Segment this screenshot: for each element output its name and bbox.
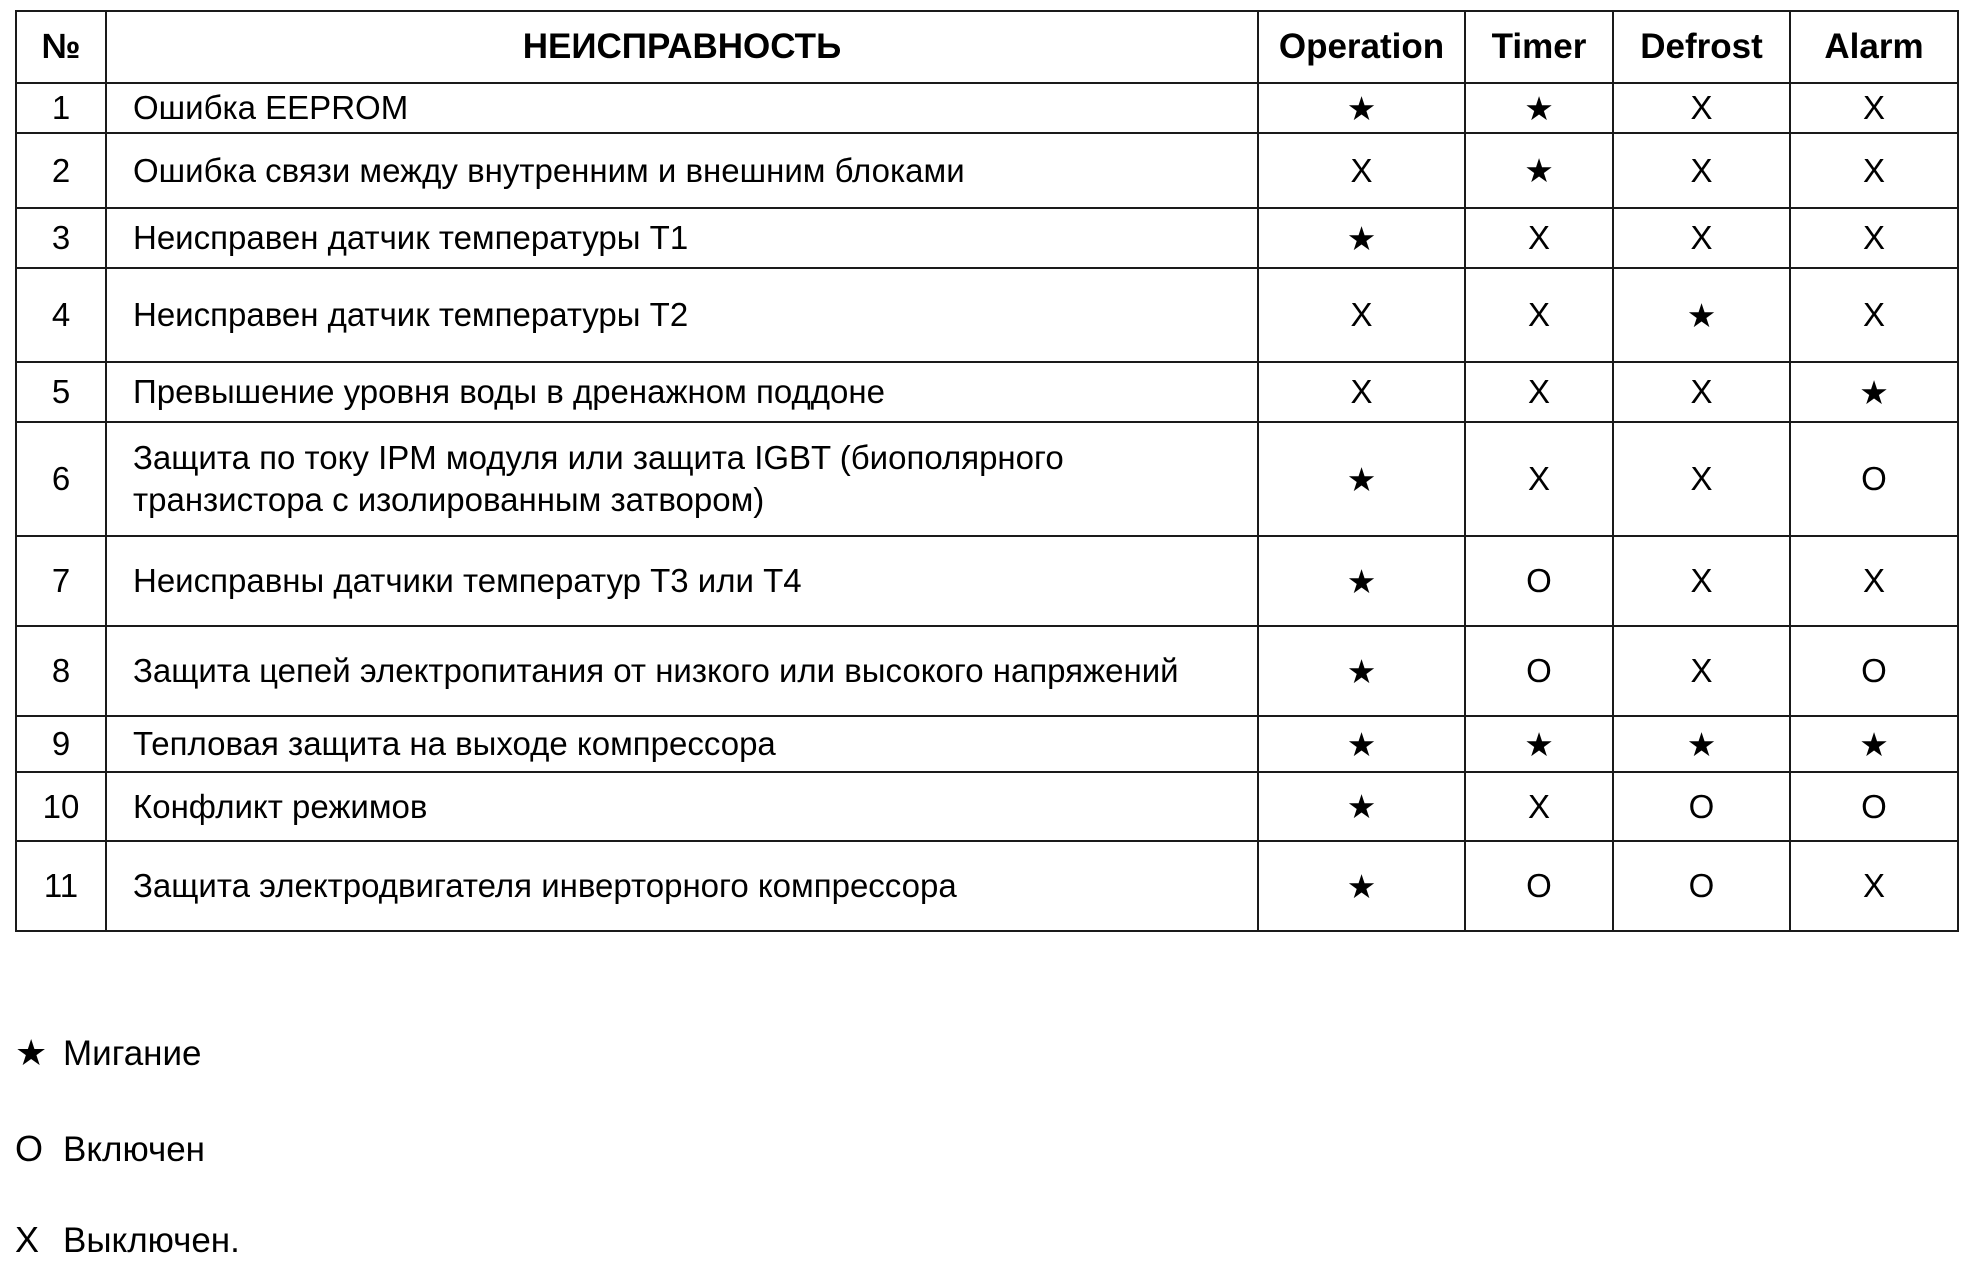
defrost-indicator: ★ bbox=[1613, 268, 1790, 362]
row-number: 3 bbox=[16, 208, 106, 268]
row-number: 8 bbox=[16, 626, 106, 716]
timer-indicator: X bbox=[1465, 362, 1613, 422]
legend-symbol: X bbox=[15, 1219, 40, 1260]
defrost-indicator: X bbox=[1613, 362, 1790, 422]
alarm-indicator: O bbox=[1790, 422, 1958, 536]
table-row bbox=[16, 362, 1958, 422]
alarm-indicator: X bbox=[1790, 841, 1958, 931]
table-row bbox=[16, 536, 1958, 626]
defrost-indicator: X bbox=[1613, 626, 1790, 716]
alarm-indicator: X bbox=[1790, 133, 1958, 208]
timer-indicator: ★ bbox=[1465, 83, 1613, 133]
table-row bbox=[16, 83, 1958, 133]
table-row bbox=[16, 841, 1958, 931]
header-timer: Timer bbox=[1465, 11, 1613, 83]
table-row bbox=[16, 268, 1958, 362]
header-operation: Operation bbox=[1258, 11, 1465, 83]
fault-description: Ошибка связи между внутренним и внешним блоками bbox=[106, 133, 1258, 208]
legend-item bbox=[15, 1219, 240, 1261]
alarm-indicator: O bbox=[1790, 772, 1958, 841]
row-number: 7 bbox=[16, 536, 106, 626]
timer-indicator: O bbox=[1465, 841, 1613, 931]
fault-description: Превышение уровня воды в дренажном поддоне bbox=[106, 362, 1258, 422]
fault-table-body bbox=[16, 83, 1958, 931]
defrost-indicator: X bbox=[1613, 83, 1790, 133]
defrost-indicator: X bbox=[1613, 536, 1790, 626]
operation-indicator: ★ bbox=[1258, 772, 1465, 841]
operation-indicator: ★ bbox=[1258, 208, 1465, 268]
row-number: 1 bbox=[16, 83, 106, 133]
header-row bbox=[16, 11, 1958, 83]
legend-label: Выключен. bbox=[63, 1221, 240, 1260]
timer-indicator: X bbox=[1465, 208, 1613, 268]
defrost-indicator: O bbox=[1613, 841, 1790, 931]
header-alarm: Alarm bbox=[1790, 11, 1958, 83]
defrost-indicator: X bbox=[1613, 208, 1790, 268]
table-row bbox=[16, 626, 1958, 716]
row-number: 11 bbox=[16, 841, 106, 931]
fault-description: Защита цепей электропитания от низкого или высокого напряжений bbox=[106, 626, 1258, 716]
operation-indicator: ★ bbox=[1258, 716, 1465, 772]
operation-indicator: ★ bbox=[1258, 536, 1465, 626]
operation-indicator: ★ bbox=[1258, 422, 1465, 536]
table-row bbox=[16, 422, 1958, 536]
row-number: 4 bbox=[16, 268, 106, 362]
defrost-indicator: O bbox=[1613, 772, 1790, 841]
row-number: 10 bbox=[16, 772, 106, 841]
table-row bbox=[16, 133, 1958, 208]
alarm-indicator: X bbox=[1790, 268, 1958, 362]
fault-description: Неисправны датчики температур Т3 или Т4 bbox=[106, 536, 1258, 626]
timer-indicator: ★ bbox=[1465, 716, 1613, 772]
timer-indicator: O bbox=[1465, 536, 1613, 626]
table-row bbox=[16, 208, 1958, 268]
fault-code-table-container bbox=[15, 10, 1957, 932]
fault-description: Защита по току IPM модуля или защита IGBT (биополярного транзистора с изолированным затвором) bbox=[106, 422, 1258, 536]
legend-symbol: O bbox=[15, 1128, 44, 1169]
operation-indicator: X bbox=[1258, 268, 1465, 362]
timer-indicator: X bbox=[1465, 772, 1613, 841]
alarm-indicator: O bbox=[1790, 626, 1958, 716]
fault-description: Ошибка EEPROM bbox=[106, 83, 1258, 133]
legend-symbol: ★ bbox=[15, 1032, 48, 1073]
fault-description: Конфликт режимов bbox=[106, 772, 1258, 841]
table-row bbox=[16, 716, 1958, 772]
legend-label: Мигание bbox=[63, 1034, 202, 1073]
operation-indicator: X bbox=[1258, 133, 1465, 208]
header-defrost: Defrost bbox=[1613, 11, 1790, 83]
operation-indicator: ★ bbox=[1258, 626, 1465, 716]
operation-indicator: ★ bbox=[1258, 841, 1465, 931]
header-fault: НЕИСПРАВНОСТЬ bbox=[106, 11, 1258, 83]
operation-indicator: ★ bbox=[1258, 83, 1465, 133]
fault-description: Тепловая защита на выходе компрессора bbox=[106, 716, 1258, 772]
timer-indicator: X bbox=[1465, 422, 1613, 536]
row-number: 5 bbox=[16, 362, 106, 422]
operation-indicator: X bbox=[1258, 362, 1465, 422]
header-number: № bbox=[16, 11, 106, 83]
timer-indicator: ★ bbox=[1465, 133, 1613, 208]
alarm-indicator: X bbox=[1790, 536, 1958, 626]
row-number: 6 bbox=[16, 422, 106, 536]
alarm-indicator: X bbox=[1790, 208, 1958, 268]
timer-indicator: O bbox=[1465, 626, 1613, 716]
row-number: 9 bbox=[16, 716, 106, 772]
table-row bbox=[16, 772, 1958, 841]
legend-item bbox=[15, 1032, 202, 1074]
alarm-indicator: ★ bbox=[1790, 716, 1958, 772]
fault-code-table bbox=[15, 10, 1959, 932]
fault-description: Неисправен датчик температуры Т2 bbox=[106, 268, 1258, 362]
timer-indicator: X bbox=[1465, 268, 1613, 362]
defrost-indicator: X bbox=[1613, 422, 1790, 536]
alarm-indicator: ★ bbox=[1790, 362, 1958, 422]
defrost-indicator: X bbox=[1613, 133, 1790, 208]
fault-description: Защита электродвигателя инверторного компрессора bbox=[106, 841, 1258, 931]
defrost-indicator: ★ bbox=[1613, 716, 1790, 772]
row-number: 2 bbox=[16, 133, 106, 208]
alarm-indicator: X bbox=[1790, 83, 1958, 133]
legend-label: Включен bbox=[63, 1130, 205, 1169]
fault-description: Неисправен датчик температуры Т1 bbox=[106, 208, 1258, 268]
legend-item bbox=[15, 1128, 205, 1170]
